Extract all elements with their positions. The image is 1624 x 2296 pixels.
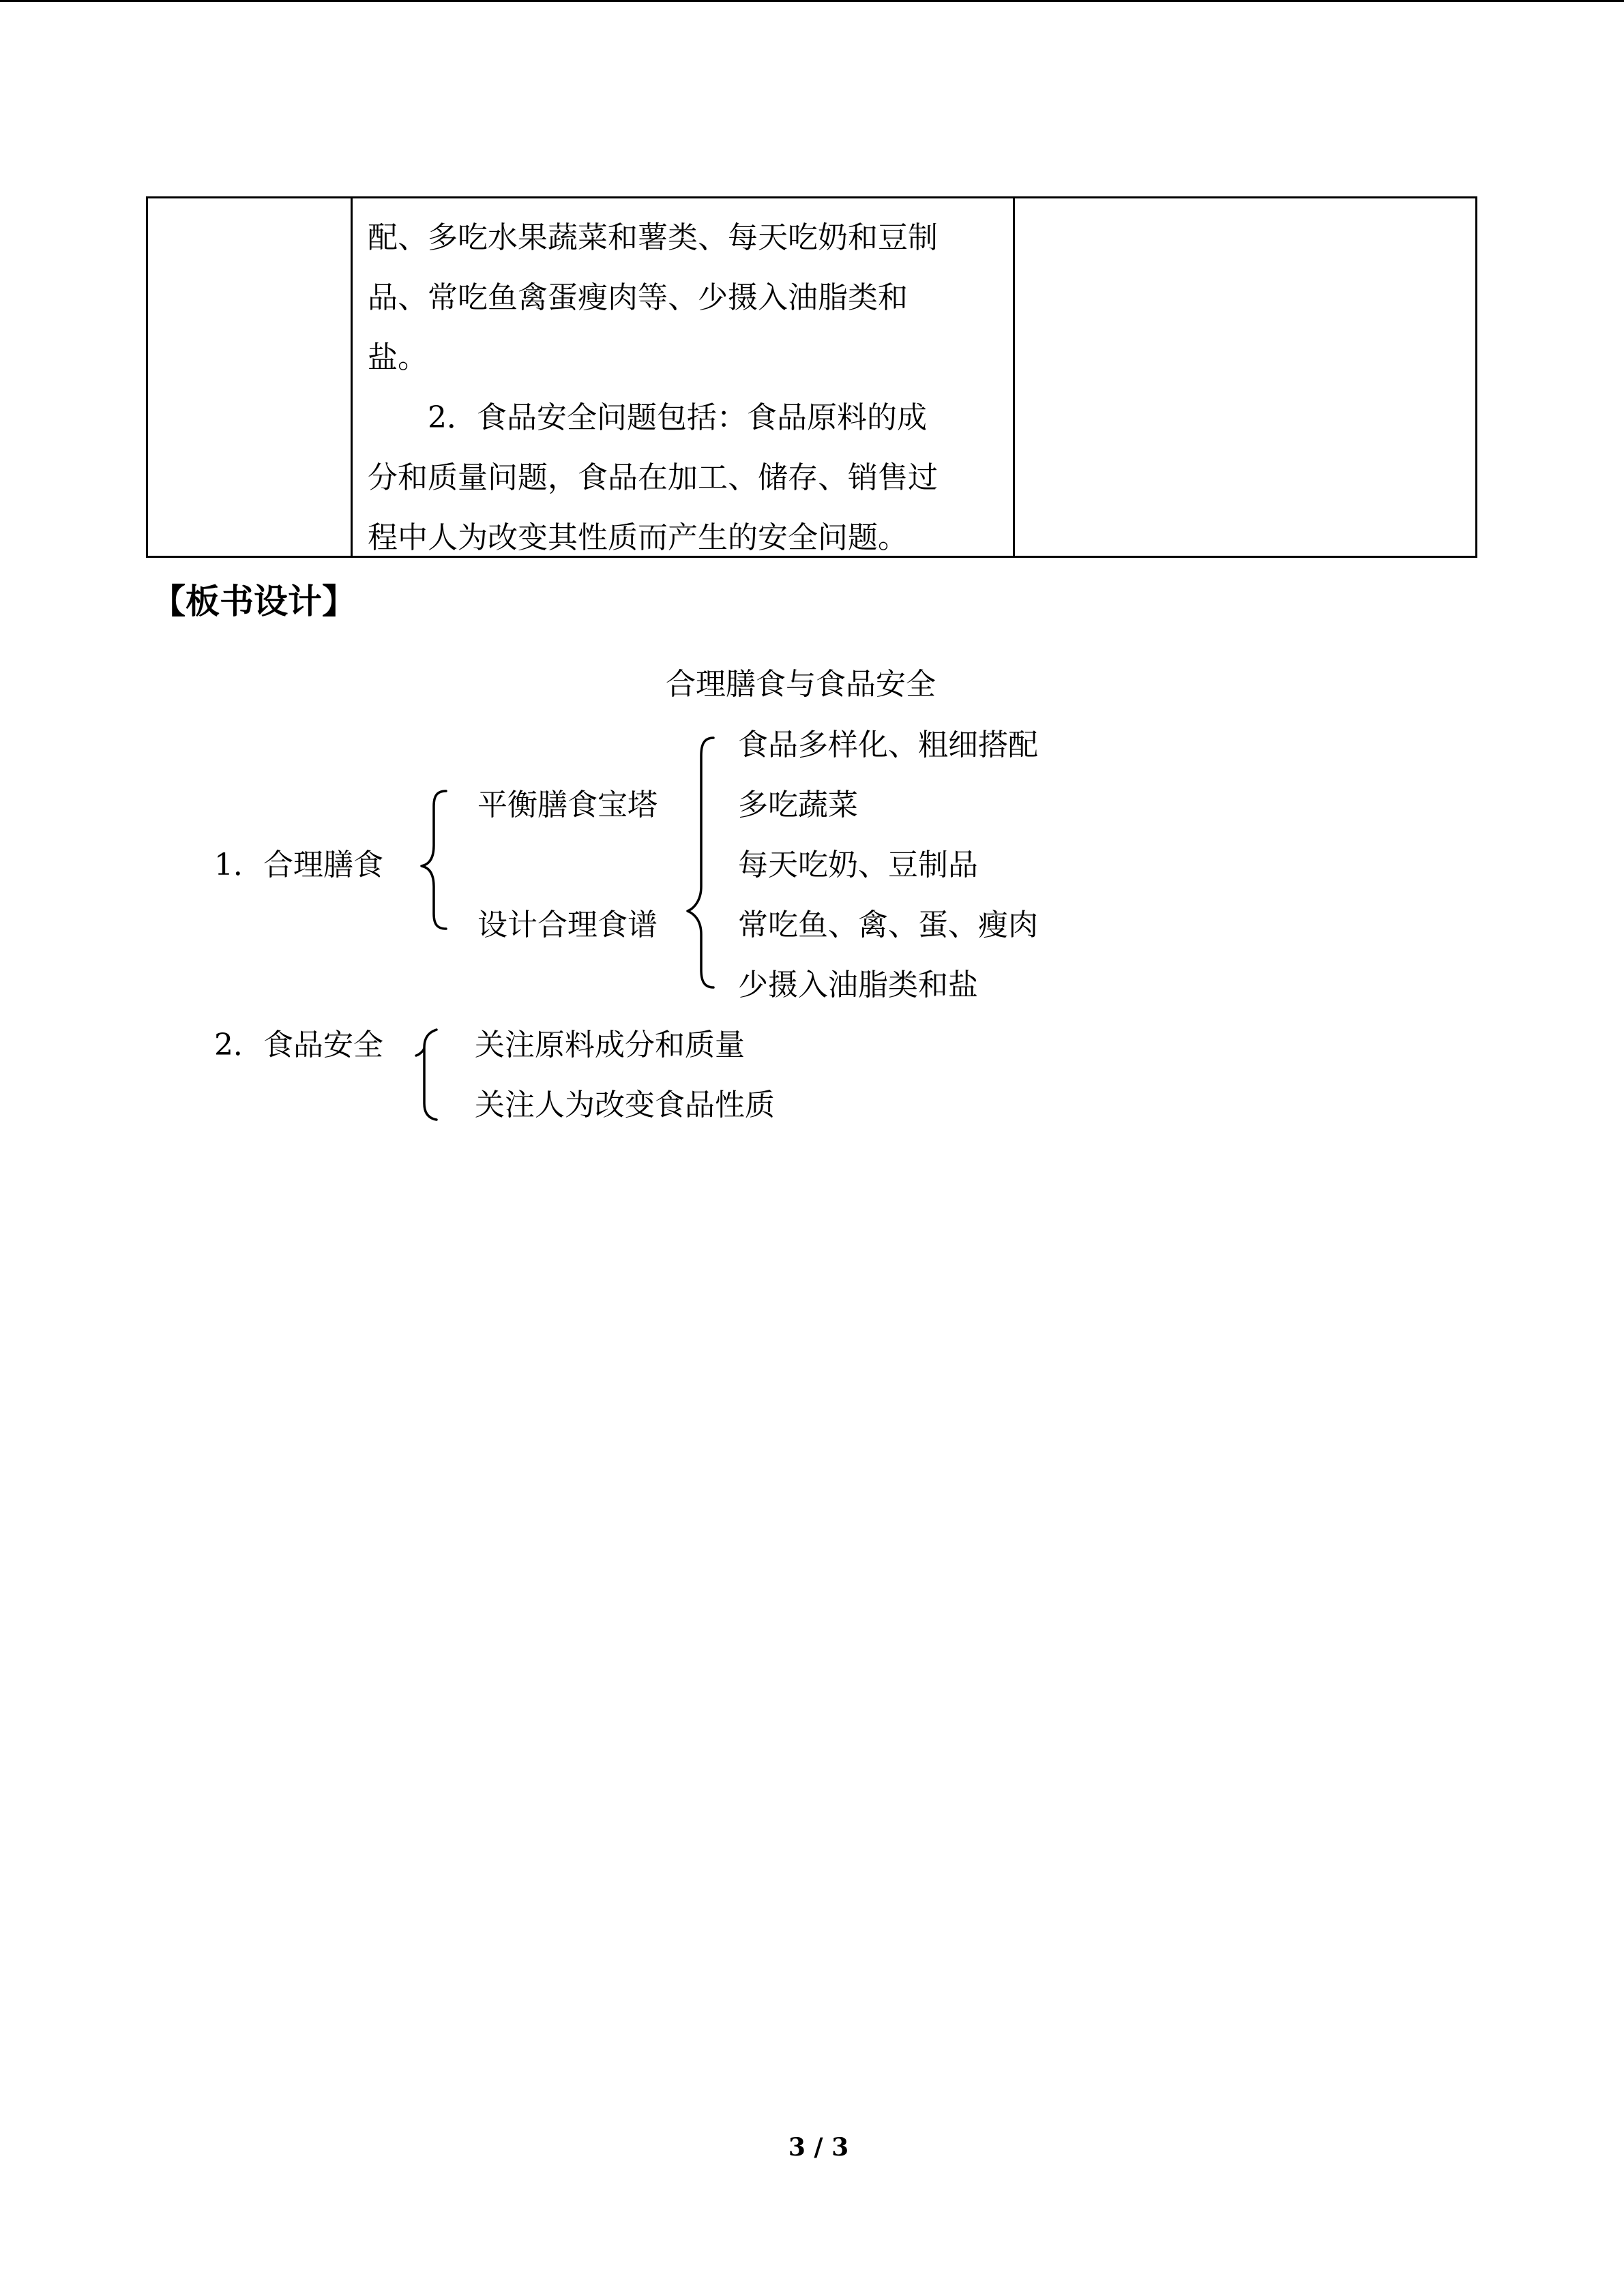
- item1-detail: 食品多样化、粗细搭配: [738, 728, 1038, 762]
- item2-brace: [416, 1030, 437, 1120]
- item2-branch: 关注人为改变食品性质: [475, 1088, 775, 1122]
- table-cell-content: [368, 208, 1002, 568]
- table-line: 程中人为改变其性质而产生的安全问题。: [368, 520, 908, 555]
- item1-brace: [422, 791, 446, 929]
- item1-branch: 设计合理食谱: [477, 908, 658, 942]
- item2-branch: 关注原料成分和质量: [475, 1028, 745, 1062]
- board-title: 合理膳食与食品安全: [666, 667, 936, 702]
- lesson-table: [146, 196, 1477, 558]
- table-column-divider: [1013, 198, 1015, 556]
- item1-label: 1．合理膳食: [214, 848, 383, 882]
- item1-detail: 少摄入油脂类和盐: [738, 968, 978, 1002]
- item1-branch: 平衡膳食宝塔: [477, 788, 658, 822]
- item1-detail: 多吃蔬菜: [738, 788, 858, 822]
- section-heading: 【板书设计】: [151, 582, 356, 621]
- table-line: 2．食品安全问题包括：食品原料的成: [428, 400, 927, 435]
- page-top-border: [0, 0, 1624, 2]
- item1-detail: 常吃鱼、禽、蛋、瘦肉: [738, 908, 1038, 942]
- page-number: 3 / 3: [788, 2133, 849, 2162]
- table-line: 盐。: [368, 340, 428, 375]
- table-line: 配、多吃水果蔬菜和薯类、每天吃奶和豆制: [368, 220, 938, 255]
- table-line: 分和质量问题，食品在加工、储存、销售过: [368, 460, 938, 495]
- details-brace: [688, 738, 713, 987]
- item2-label: 2．食品安全: [214, 1028, 383, 1062]
- table-column-divider: [351, 198, 353, 556]
- table-line: 品、常吃鱼禽蛋瘦肉等、少摄入油脂类和: [368, 280, 908, 315]
- item1-detail: 每天吃奶、豆制品: [738, 848, 978, 882]
